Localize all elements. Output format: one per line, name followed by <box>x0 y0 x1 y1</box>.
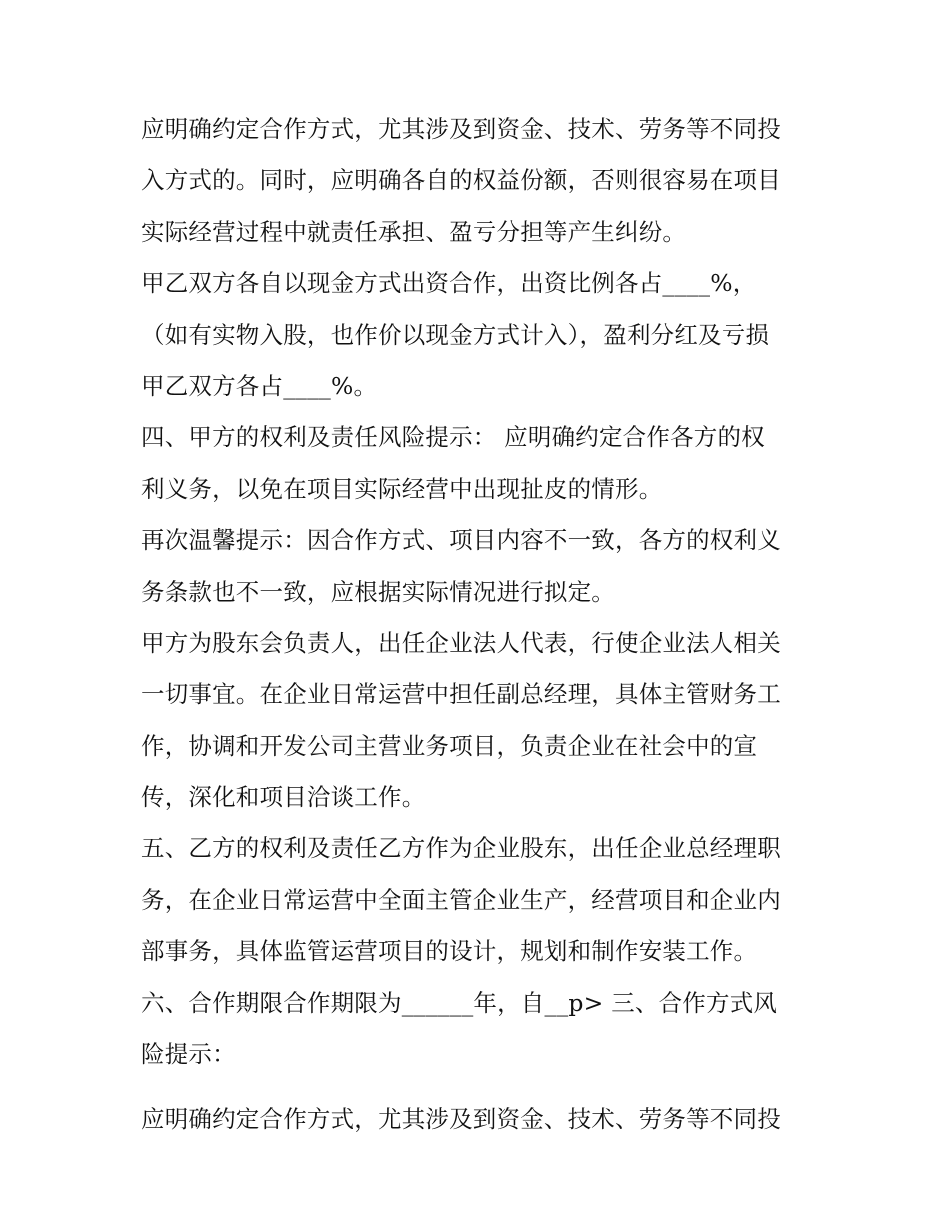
text-line: 务条款也不一致，应根据实际情况进行拟定。 <box>141 577 615 606</box>
text-line: 甲方为股东会负责人，出任企业法人代表，行使企业法人相关 <box>141 628 781 657</box>
text-line: 甲乙双方各自以现金方式出资合作，出资比例各占____%， <box>141 269 757 298</box>
text-line: 利义务，以免在项目实际经营中出现扯皮的情形。 <box>141 474 663 503</box>
text-line: 六、合作期限合作期限为______年，自__p> 三、合作方式风 <box>141 988 778 1017</box>
paragraph-gap <box>141 1080 821 1094</box>
text-line: 四、甲方的权利及责任风险提示： 应明确约定合作各方的权 <box>141 423 765 452</box>
text-line: 再次温馨提示：因合作方式、项目内容不一致，各方的权利义 <box>141 526 781 555</box>
text-line: 作，协调和开发公司主营业务项目，负责企业在社会中的宣 <box>141 731 758 760</box>
text-line: 务，在企业日常运营中全面主管企业生产，经营项目和企业内 <box>141 885 781 914</box>
text-line: 实际经营过程中就责任承担、盈亏分担等产生纠纷。 <box>141 217 687 246</box>
text-line: 应明确约定合作方式，尤其涉及到资金、技术、劳务等不同投 <box>141 1105 781 1134</box>
text-line: （如有实物入股，也作价以现金方式计入），盈利分红及亏损 <box>141 320 770 349</box>
text-line: 部事务，具体监管运营项目的设计，规划和制作安装工作。 <box>141 937 758 966</box>
text-line: 应明确约定合作方式，尤其涉及到资金、技术、劳务等不同投 <box>141 115 781 143</box>
text-line: 入方式的。同时，应明确各自的权益份额，否则很容易在项目 <box>141 166 781 195</box>
document-body <box>141 104 821 1146</box>
text-line: 险提示： <box>141 1040 236 1069</box>
text-line: 传，深化和项目洽谈工作。 <box>141 783 426 812</box>
text-line: 甲乙双方各占____%。 <box>141 371 378 400</box>
text-line: 五、乙方的权利及责任乙方作为企业股东，出任企业总经理职 <box>141 834 781 863</box>
text-line: 一切事宜。在企业日常运营中担任副总经理，具体主管财务工 <box>141 680 781 709</box>
